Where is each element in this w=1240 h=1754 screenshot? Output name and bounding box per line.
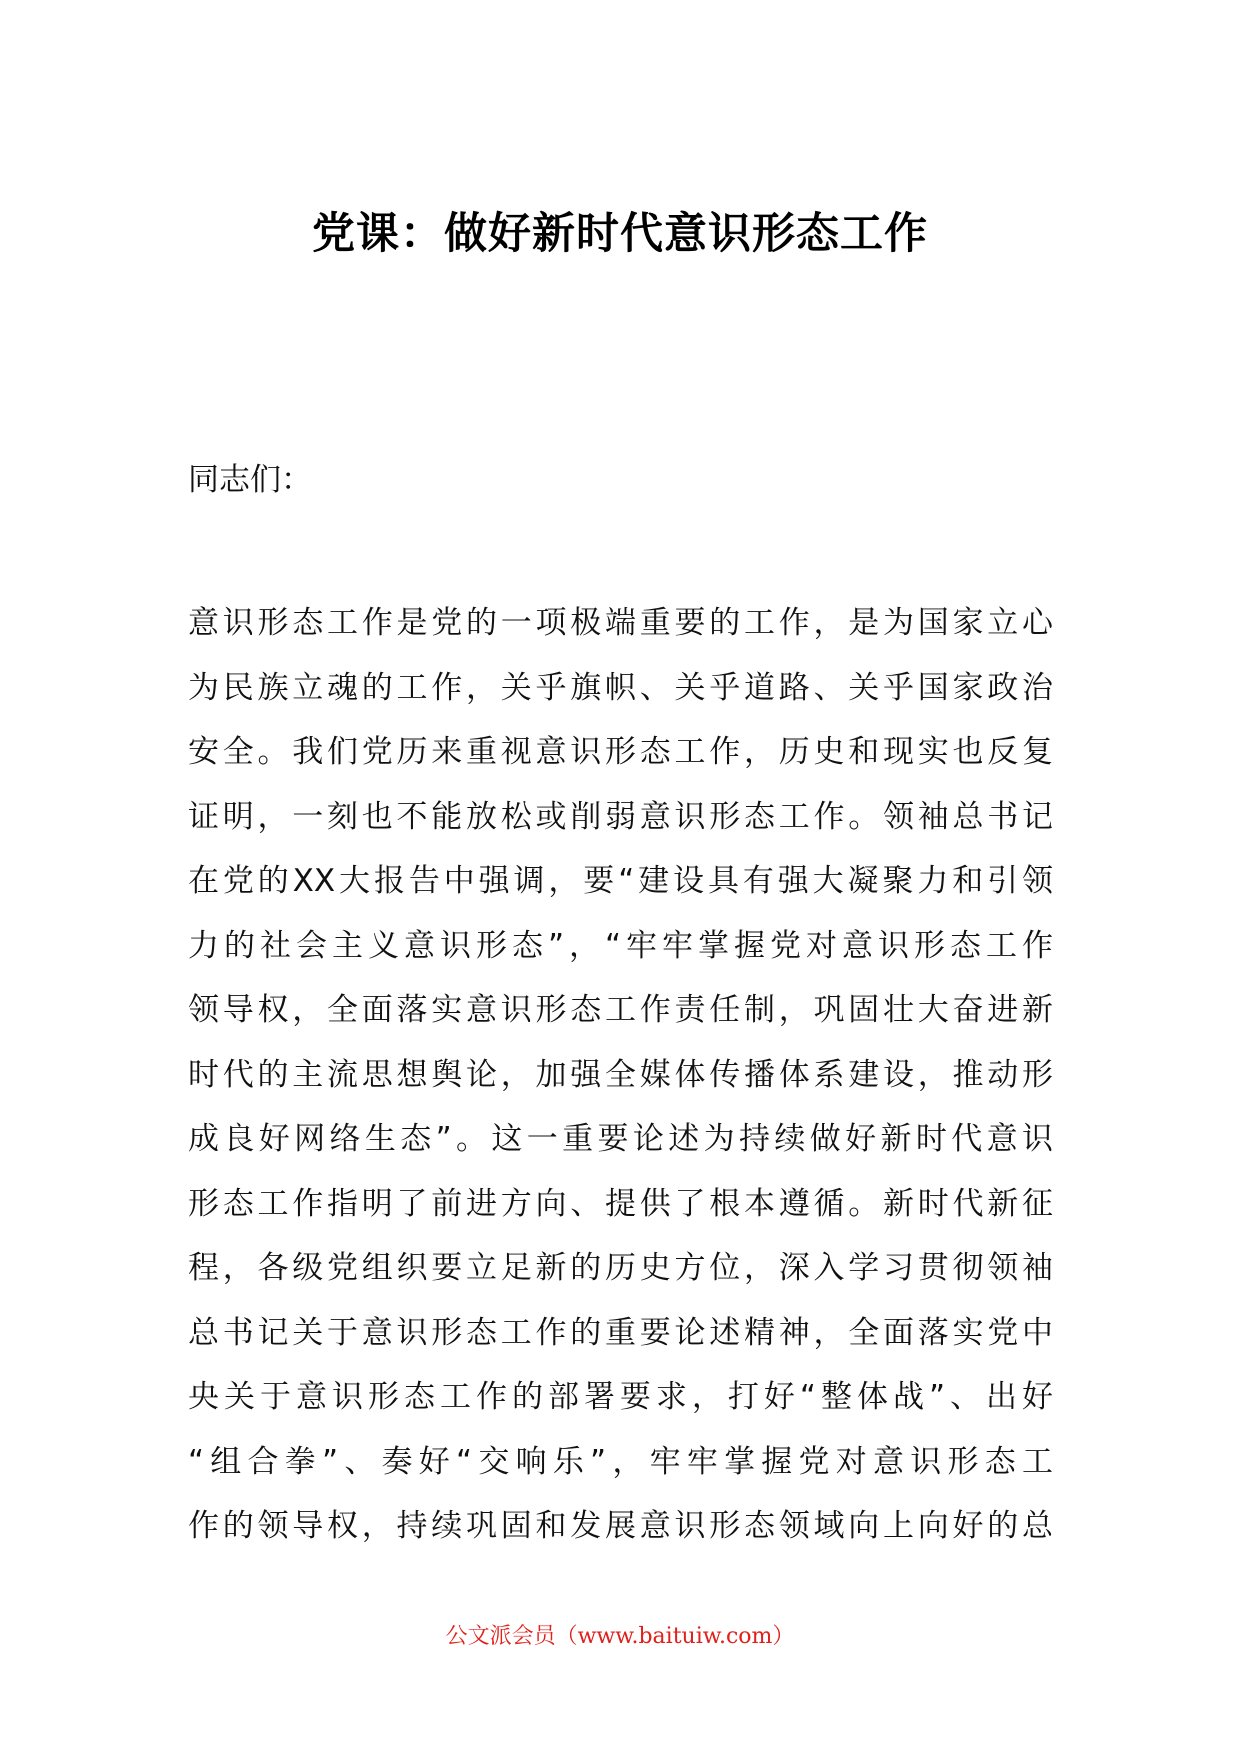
salutation: 同志们： [188, 462, 312, 498]
paragraph-line: 成良好网络生态”。这一重要论述为持续做好新时代意识 [188, 1121, 1053, 1157]
paragraph-line: 时代的主流思想舆论，加强全媒体传播体系建设，推动形 [188, 1056, 1053, 1093]
paragraph-line: 形态工作指明了前进方向、提供了根本遵循。新时代新征 [188, 1185, 1053, 1222]
paragraph-line: 力的社会主义意识形态”，“牢牢掌握党对意识形态工作 [188, 927, 1053, 964]
paragraph-line: 在党的XX大报告中强调，要“建设具有强大凝聚力和引领 [188, 863, 1053, 899]
paragraph-line: 程，各级党组织要立足新的历史方位，深入学习贯彻领袖 [188, 1250, 1053, 1286]
body-paragraph [188, 591, 1053, 1559]
paragraph-line: 领导权，全面落实意识形态工作责任制，巩固壮大奋进新 [188, 992, 1053, 1028]
paragraph-line: 证明，一刻也不能放松或削弱意识形态工作。领袖总书记 [188, 798, 1053, 835]
paragraph-line: 总书记关于意识形态工作的重要论述精神，全面落实党中 [188, 1314, 1053, 1351]
footer-watermark: 公文派会员（www.baituiw.com） [445, 1624, 795, 1649]
paragraph-line: “组合拳”、奏好“交响乐”，牢牢掌握党对意识形态工 [188, 1443, 1053, 1480]
paragraph-line: 为民族立魂的工作，关乎旗帜、关乎道路、关乎国家政治 [188, 669, 1053, 706]
paragraph-line: 央关于意识形态工作的部署要求，打好“整体战”、出好 [188, 1379, 1053, 1415]
paragraph-line: 作的领导权，持续巩固和发展意识形态领域向上向好的总 [188, 1508, 1053, 1544]
paragraph-line: 安全。我们党历来重视意识形态工作，历史和现实也反复 [188, 734, 1053, 770]
document-title: 党课：做好新时代意识形态工作 [312, 209, 928, 259]
paragraph-line: 意识形态工作是党的一项极端重要的工作，是为国家立心 [188, 605, 1053, 641]
